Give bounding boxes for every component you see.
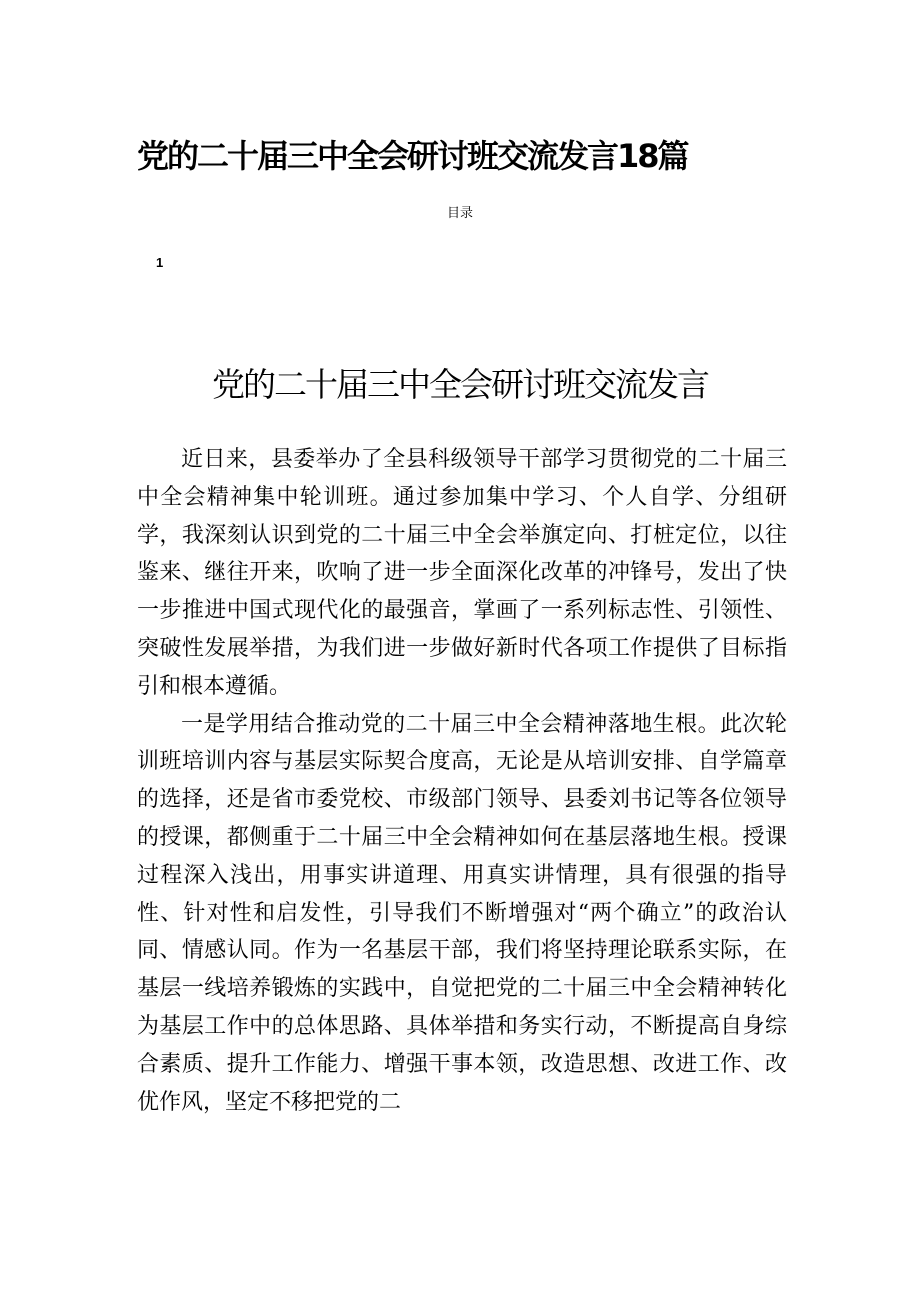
document-title: 党的二十届三中全会研讨班交流发言18篇 xyxy=(137,137,688,175)
toc-heading: 目录 xyxy=(446,206,473,221)
toc-entry-number: 1 xyxy=(156,255,164,270)
paragraph-intro: 近日来，县委举办了全县科级领导干部学习贯彻党的二十届三中全会精神集中轮训班。通过参加集中学习、个人自学、分组研学，我深刻认识到党的二十届三中全会举旗定向、打桩定位，以往鉴来、继往开来，吹响了进一步全面深化改革的冲锋号，发出了快一步推进中国式现代化的最强音，掌画了一系列标志性、引领性、突破性发展举措，为我们进一步做好新时代各项工作提供了目标指引和根本遵循。 xyxy=(137,447,787,699)
body-text xyxy=(137,441,787,1121)
paragraph-point-one: 一是学用结合推动党的二十届三中全会精神落地生根。此次轮训班培训内容与基层实际契合度高，无论是从培训安排、自学篇章的选择，还是省市委党校、市级部门领导、县委刘书记等各位领导的授课，都侧重于二十届三中全会精神如何在基层落地生根。授课过程深入浅出，用事实讲道理、用真实讲情理，具有很强的指导性、针对性和启发性，引导我们不断增强对“两个确立”的政治认同、情感认同。作为一名基层干部，我们将坚持理论联系实际，在基层一线培养锻炼的实践中，自觉把党的二十届三中全会精神转化为基层工作中的总体思路、具体举措和务实行动，不断提高自身综合素质、提升工作能力、增强干事本领，改造思想、改进工作、改优作风，坚定不移把党的二 xyxy=(137,711,787,1115)
section-title: 党的二十届三中全会研讨班交流发言 xyxy=(212,365,708,404)
